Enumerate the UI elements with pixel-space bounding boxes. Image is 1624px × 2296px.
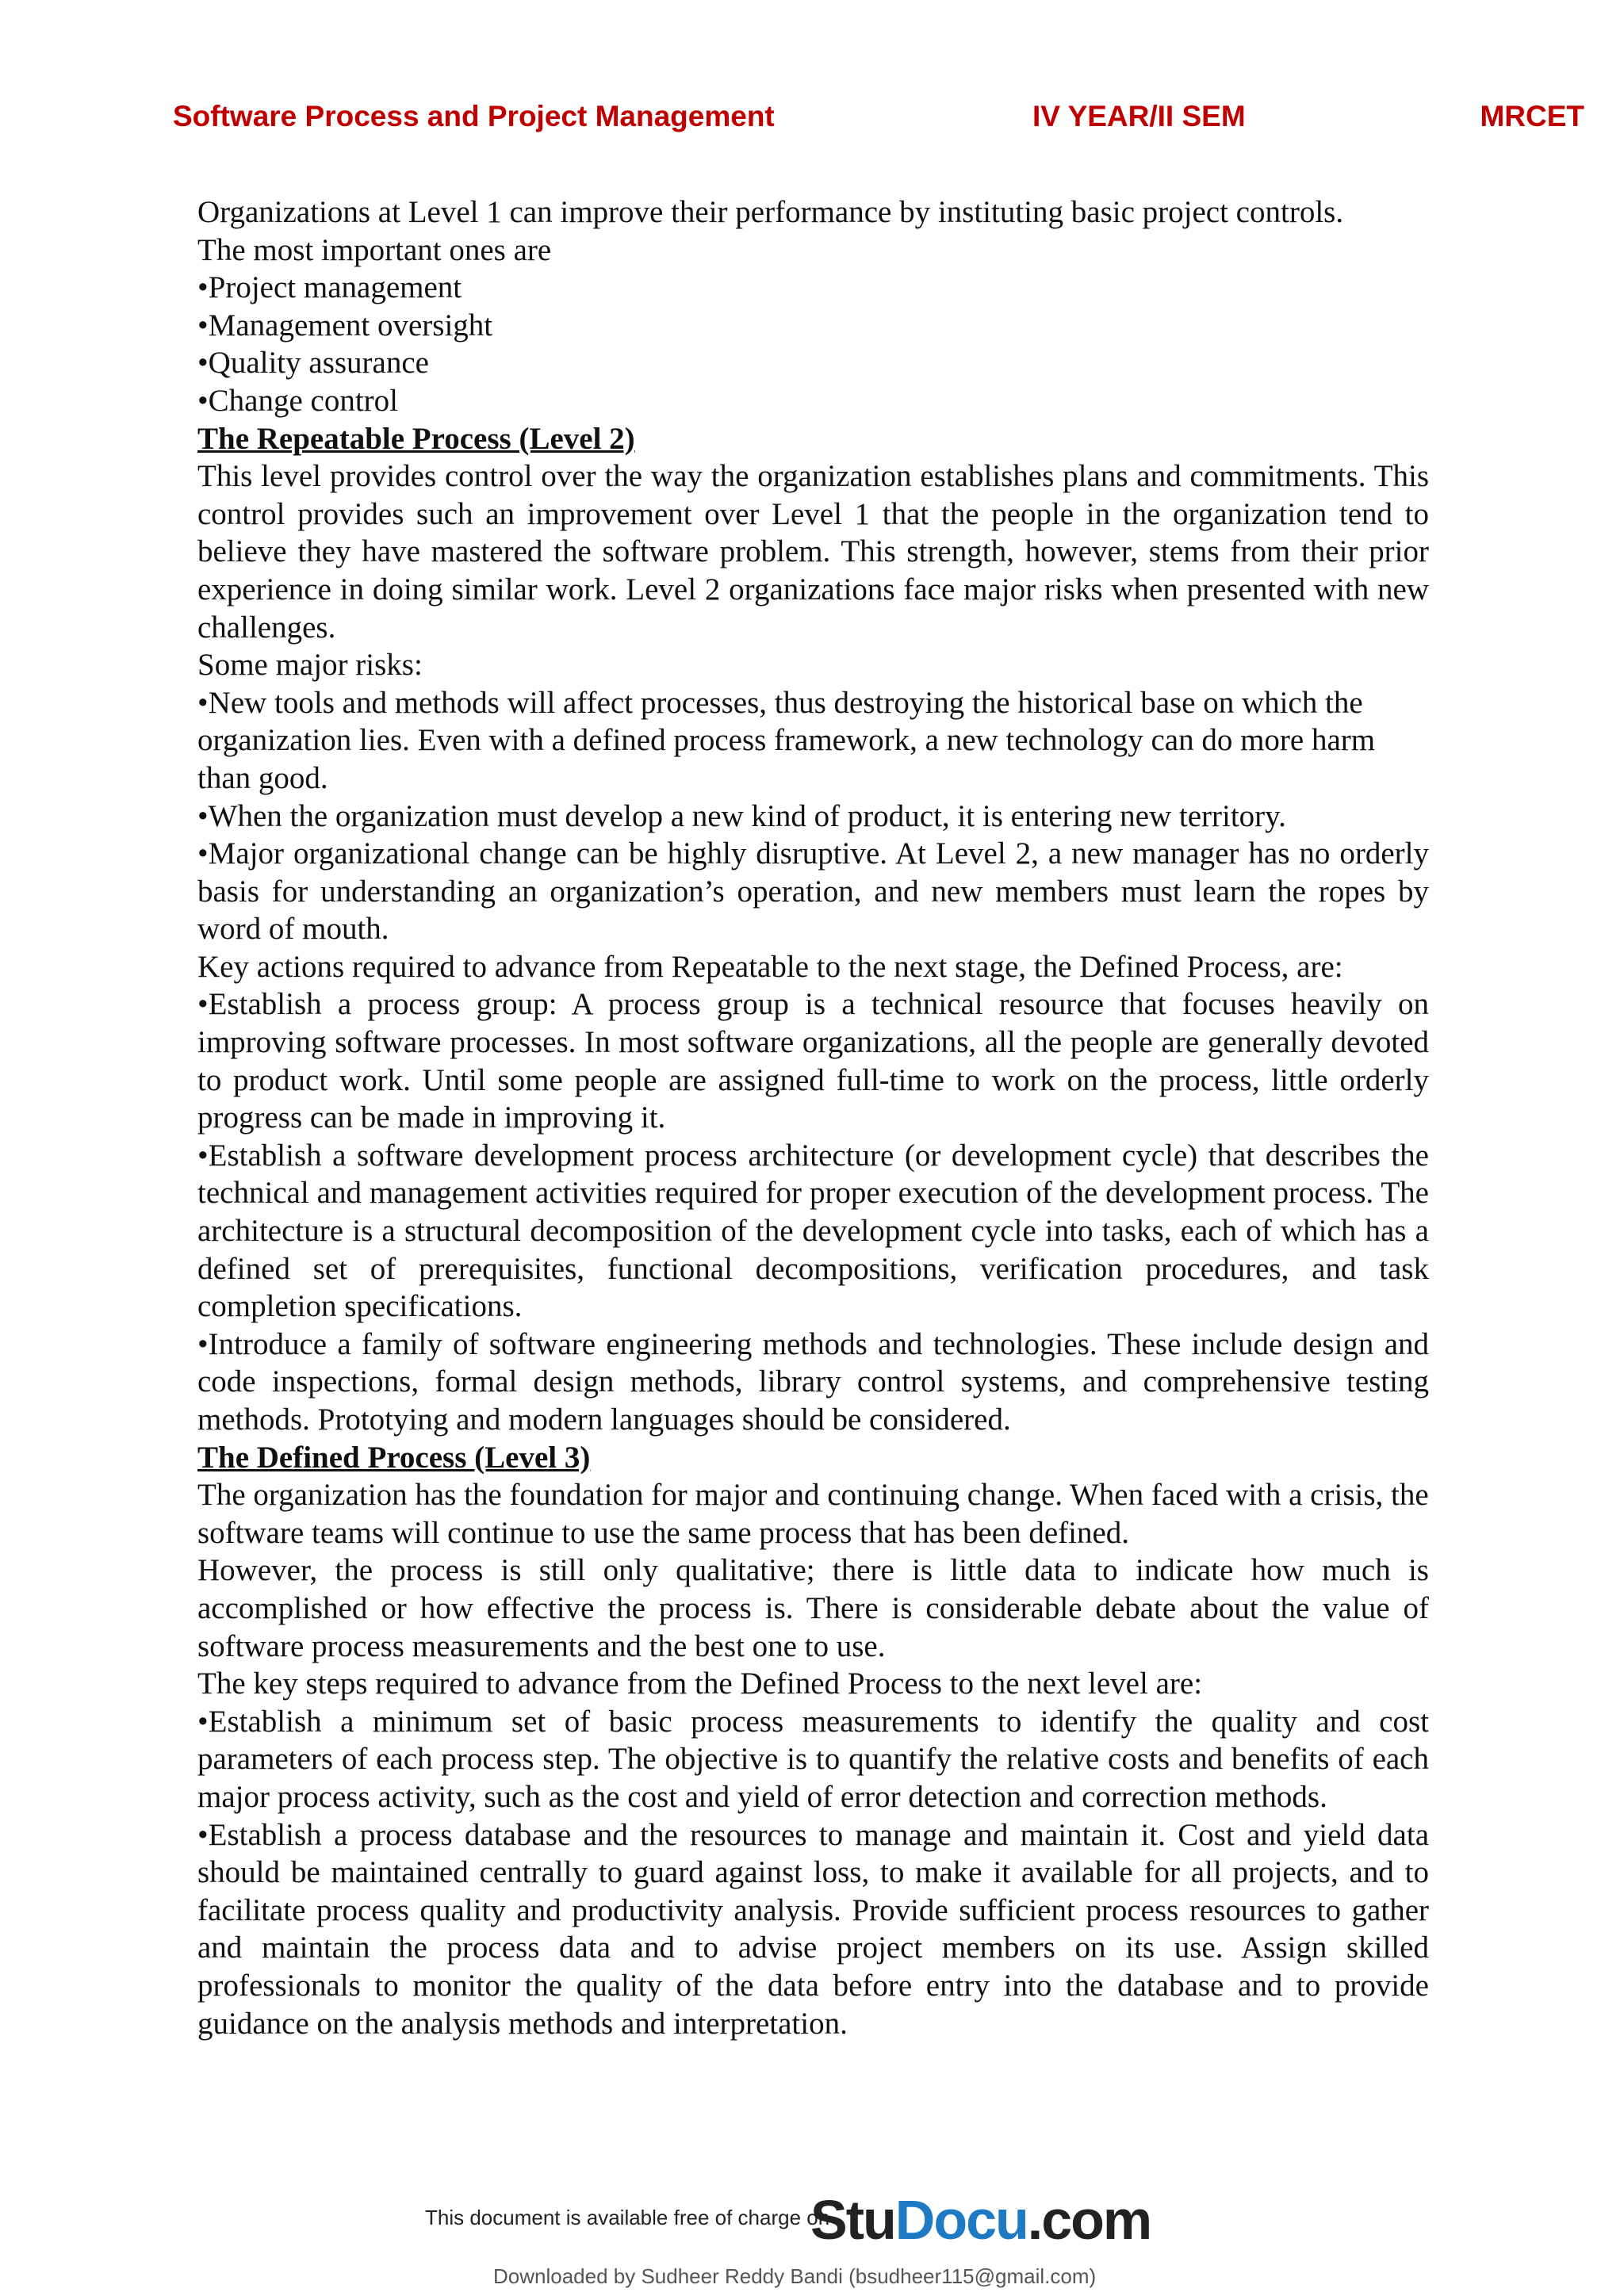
risk-item: •New tools and methods will affect processes, thus destroying the historical base on which the organization lies. Even with a defined process framework, a new technology can do more harm than good. (197, 685, 1376, 795)
logo-docu: Docu (894, 2189, 1028, 2251)
logo-com: .com (1027, 2189, 1151, 2251)
level-2-paragraph: This level provides control over the way the organization establishes plans and commitments. This control provides such an improvement over Level 1 that the people in the organization tend to believe they have mastered the software problem. This strength, however, stems from their prior experience in doing similar work. Level 2 organizations face major risks when presented with new challenges. (197, 459, 1429, 645)
list-item-control: •Quality assurance (197, 346, 429, 381)
list-item-control: •Project management (197, 270, 462, 305)
risk-item: •Major organizational change can be highly disruptive. At Level 2, a new manager has no orderly basis for understanding an organization’s operation, and new members must learn the ropes by word of mouth. (197, 836, 1429, 947)
header-semester: IV YEAR/II SEM (1032, 100, 1246, 132)
risks-intro: Some major risks: (197, 648, 423, 683)
intro-paragraph: Organizations at Level 1 can improve their performance by instituting basic project controls. (197, 195, 1344, 229)
list-item-control: •Management oversight (197, 308, 493, 342)
action-item: •Establish a software development process architecture (or development cycle) that describes the technical and management activities required for proper execution of the development process. The architecture is a structural decomposition of the development cycle into tasks, each of which has a defined set of prerequisites, functional decompositions, verification procedures, and task completion specifications. (197, 1138, 1429, 1324)
header-course-title: Software Process and Project Management (173, 100, 775, 132)
download-note: Downloaded by Sudheer Reddy Bandi (bsudheer115@gmail.com) (493, 2264, 1097, 2288)
level-3-paragraph: However, the process is still only qualitative; there is little data to indicate how much is accomplished or how effective the process is. There is considerable debate about the value of software process measurements and the best one to use. (197, 1553, 1429, 1663)
studocu-logo[interactable] (810, 2188, 1151, 2252)
section-heading-level-2: The Repeatable Process (Level 2) (197, 421, 635, 456)
page-header (0, 100, 1624, 140)
list-item-control: •Change control (197, 383, 399, 418)
steps-intro: The key steps required to advance from the Defined Process to the next level are: (197, 1667, 1203, 1701)
action-item: •Establish a process group: A process group is a technical resource that focuses heavily on improving software processes. In most software organizations, all the people are generally devoted to product work. Until some people are assigned full-time to work on the process, little orderly progress can be made in improving it. (197, 987, 1429, 1135)
section-heading-level-3: The Defined Process (Level 3) (197, 1440, 591, 1475)
intro-paragraph-continued: The most important ones are (197, 232, 552, 267)
level-3-paragraph: The organization has the foundation for major and continuing change. When faced with a crisis, the software teams will continue to use the same process that has been defined. (197, 1478, 1429, 1550)
actions-intro: Key actions required to advance from Repeatable to the next stage, the Defined Process, are: (197, 949, 1343, 984)
step-item: •Establish a process database and the resources to manage and maintain it. Cost and yield data should be maintained centrally to guard against loss, to make it available for all projects, and to facilitate process quality and productivity analysis. Provide sufficient process resources to gather and maintain the process data and to advise project members on its use. Assign skilled professionals to monitor the quality of the data before entry into the database and to provide guidance on the analysis methods and interpretation. (197, 1817, 1429, 2041)
action-item: •Introduce a family of software engineering methods and technologies. These include design and code inspections, formal design methods, library control systems, and comprehensive testing methods. Prototying and modern languages should be considered. (197, 1326, 1429, 1437)
studocu-banner[interactable] (425, 2188, 1297, 2252)
risk-item: •When the organization must develop a new kind of product, it is entering new territory. (197, 798, 1286, 833)
document-body (197, 193, 1429, 2042)
logo-stu: Stu (810, 2189, 895, 2251)
header-college: MRCET (1480, 100, 1584, 132)
availability-text: This document is available free of charge on (425, 2206, 830, 2229)
step-item: •Establish a minimum set of basic process measurements to identify the quality and cost parameters of each process step. The objective is to quantify the relative costs and benefits of each major process activity, such as the cost and yield of error detection and correction methods. (197, 1704, 1429, 1814)
